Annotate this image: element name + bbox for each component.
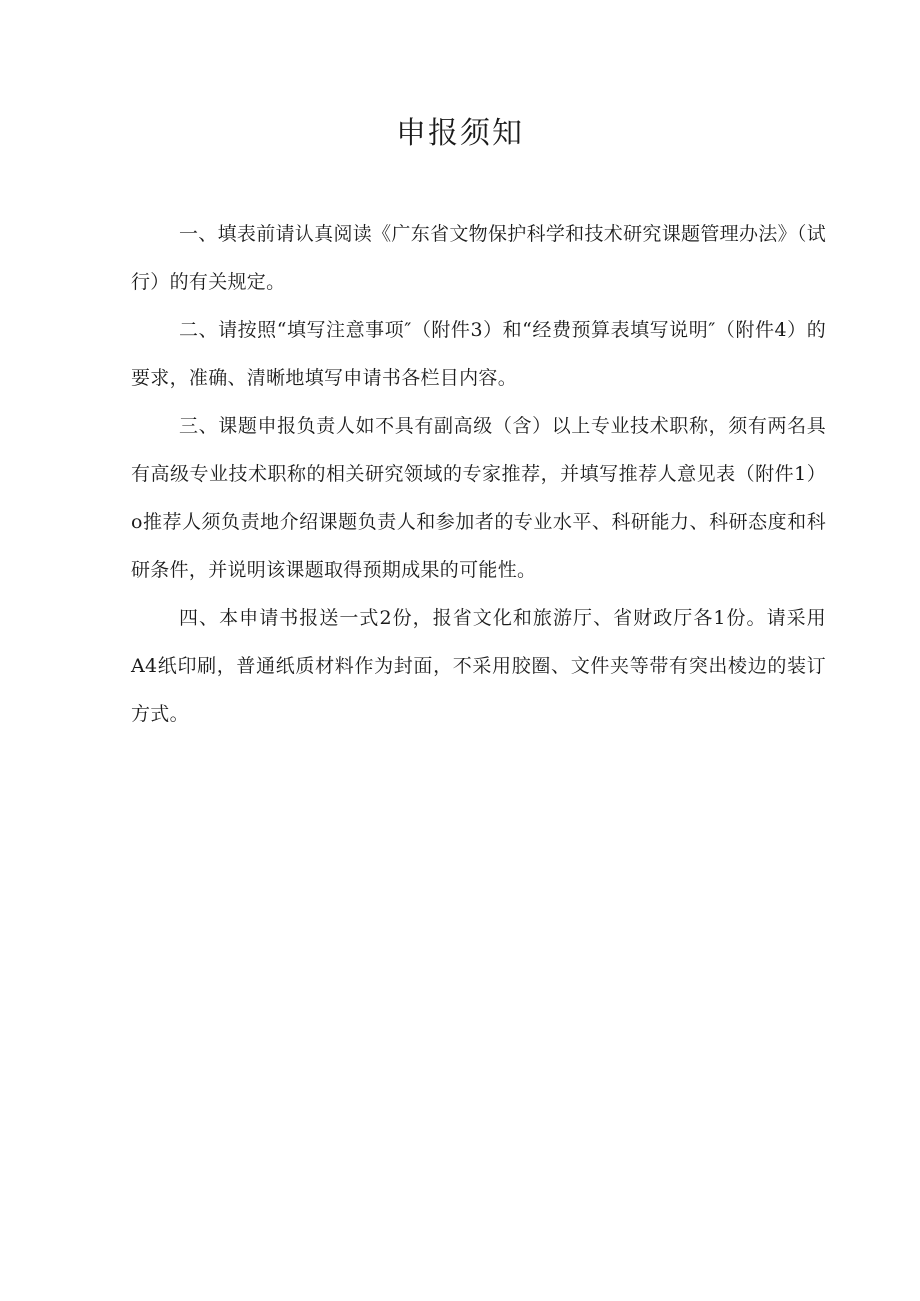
notice-item-3: 三、课题申报负责人如不具有副高级（含）以上专业技术职称，须有两名具有高级专业技术职称的相关研究领域的专家推荐，并填写推荐人意见表（附件1）o推荐人须负责地介绍课题负责人和参加者的专业水平、科研能力、科研态度和科研条件，并说明该课题取得预期成果的可能性。 (131, 415, 826, 581)
notice-item-1: 一、填表前请认真阅读《广东省文物保护科学和技术研究课题管理办法》（试行）的有关规定。 (131, 223, 826, 293)
page-title: 申报须知 (396, 116, 524, 151)
notice-item-2: 二、请按照“填写注意事项″（附件3）和“经费预算表填写说明″（附件4）的要求，准确、清晰地填写申请书各栏目内容。 (131, 319, 826, 389)
notice-body (131, 210, 826, 738)
notice-item-4: 四、本申请书报送一式2份，报省文化和旅游厅、省财政厅各1份。请采用A4纸印刷，普通纸质材料作为封面，不采用胶圈、文件夹等带有突出棱边的装订方式。 (131, 607, 826, 725)
